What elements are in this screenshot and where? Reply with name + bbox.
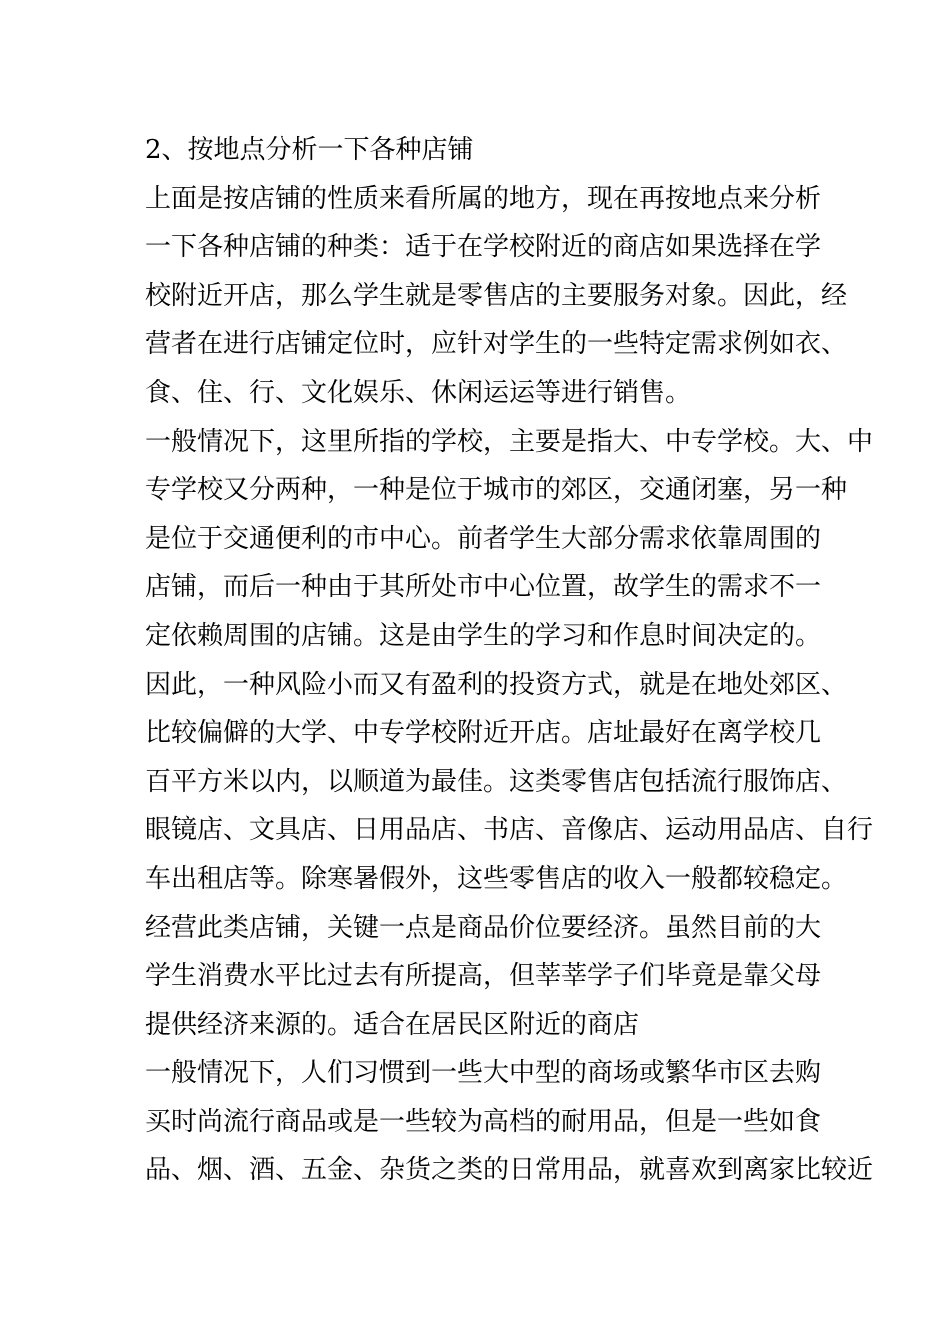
text-line-4: 营者在进行店铺定位时，应针对学生的一些特定需求例如衣、 [145, 329, 848, 360]
text-line-11: 因此，一种风险小而又有盈利的投资方式，就是在地处郊区、 [145, 669, 848, 700]
text-line-13: 百平方米以内，以顺道为最佳。这类零售店包括流行服饰店、 [145, 766, 848, 797]
text-line-12: 比较偏僻的大学、中专学校附近开店。店址最好在离学校几 [145, 718, 822, 749]
text-line-17: 学生消费水平比过去有所提高，但莘莘学子们毕竟是靠父母 [145, 961, 822, 992]
text-line-1: 上面是按店铺的性质来看所属的地方，现在再按地点来分析 [145, 183, 822, 214]
text-line-20: 买时尚流行商品或是一些较为高档的耐用品，但是一些如食 [145, 1106, 822, 1137]
text-line-14: 眼镜店、文具店、日用品店、书店、音像店、运动用品店、自行 [145, 815, 874, 846]
text-line-3: 校附近开店，那么学生就是零售店的主要服务对象。因此，经 [145, 280, 848, 311]
text-line-19: 一般情况下，人们习惯到一些大中型的商场或繁华市区去购 [145, 1058, 822, 1089]
text-line-7: 专学校又分两种，一种是位于城市的郊区，交通闭塞，另一种 [145, 475, 848, 506]
text-line-16: 经营此类店铺，关键一点是商品价位要经济。虽然目前的大 [145, 912, 822, 943]
text-line-18: 提供经济来源的。适合在居民区附近的商店 [145, 1009, 640, 1040]
text-line-5: 食、住、行、文化娱乐、休闲运运等进行销售。 [145, 377, 692, 408]
text-line-15: 车出租店等。除寒暑假外，这些零售店的收入一般都较稳定。 [145, 863, 848, 894]
text-line-21: 品、烟、酒、五金、杂货之类的日常用品，就喜欢到离家比较近 [145, 1155, 874, 1186]
text-line-10: 定依赖周围的店铺。这是由学生的学习和作息时间决定的。 [145, 620, 822, 651]
section-heading: 2、按地点分析一下各种店铺 [145, 135, 474, 165]
text-line-2: 一下各种店铺的种类：适于在学校附近的商店如果选择在学 [145, 232, 822, 263]
text-line-6: 一般情况下，这里所指的学校，主要是指大、中专学校。大、中 [145, 426, 874, 457]
document-body [145, 126, 874, 1195]
text-line-8: 是位于交通便利的市中心。前者学生大部分需求依靠周围的 [145, 523, 822, 554]
text-line-9: 店铺，而后一种由于其所处市中心位置，故学生的需求不一 [145, 572, 822, 603]
